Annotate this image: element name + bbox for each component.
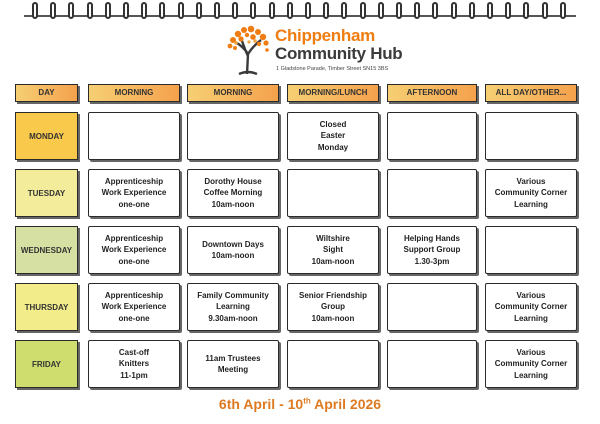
header-morning-1: MORNING (88, 84, 180, 102)
date-range-suffix: th (303, 396, 311, 406)
header-morning-2: MORNING (187, 84, 279, 102)
schedule-cell-tuesday-1: Apprenticeship Work Experience one-one (88, 169, 180, 217)
logo-address: 1 Gladstone Parade, Timber Street SN15 3BS (276, 66, 389, 72)
logo (225, 24, 425, 80)
binding-ring (123, 2, 129, 19)
binding-ring (105, 2, 111, 19)
date-range-end: April 2026 (310, 396, 382, 412)
binding-ring (560, 2, 566, 19)
binding-ring (432, 2, 438, 19)
binding-ring (323, 2, 329, 19)
schedule-cell-monday-4 (387, 112, 477, 160)
schedule-cell-tuesday-4 (387, 169, 477, 217)
header-afternoon: AFTERNOON (387, 84, 477, 102)
schedule-cell-tuesday-2: Dorothy House Coffee Morning 10am-noon (187, 169, 279, 217)
binding-ring (214, 2, 220, 19)
schedule-cell-thursday-5: Various Community Corner Learning (485, 283, 577, 331)
binding-ring (87, 2, 93, 19)
header-day: DAY (15, 84, 78, 102)
spiral-binding (24, 0, 576, 22)
tree-logo-icon (225, 24, 273, 76)
schedule-cell-tuesday-5: Various Community Corner Learning (485, 169, 577, 217)
schedule-cell-wednesday-1: Apprenticeship Work Experience one-one (88, 226, 180, 274)
day-label-tuesday: TUESDAY (15, 169, 78, 217)
schedule-cell-monday-1 (88, 112, 180, 160)
binding-ring (250, 2, 256, 19)
binding-ring (414, 2, 420, 19)
binding-ring (232, 2, 238, 19)
schedule-cell-monday-2 (187, 112, 279, 160)
binding-ring (50, 2, 56, 19)
binding-ring (32, 2, 38, 19)
schedule-cell-wednesday-5 (485, 226, 577, 274)
day-label-wednesday: WEDNESDAY (15, 226, 78, 274)
binding-ring (178, 2, 184, 19)
schedule-cell-thursday-4 (387, 283, 477, 331)
day-label-friday: FRIDAY (15, 340, 78, 388)
binding-ring (159, 2, 165, 19)
schedule-cell-thursday-1: Apprenticeship Work Experience one-one (88, 283, 180, 331)
schedule-cell-friday-4 (387, 340, 477, 388)
binding-ring (287, 2, 293, 19)
binding-ring (523, 2, 529, 19)
binding-ring (360, 2, 366, 19)
binding-ring (542, 2, 548, 19)
header-all-day: ALL DAY/OTHER... (485, 84, 577, 102)
binding-ring (396, 2, 402, 19)
schedule-cell-friday-1: Cast-off Knitters 11-1pm (88, 340, 180, 388)
binding-ring (341, 2, 347, 19)
schedule-cell-wednesday-4: Helping Hands Support Group 1.30-3pm (387, 226, 477, 274)
binding-ring (487, 2, 493, 19)
binding-ring (269, 2, 275, 19)
binding-ring (196, 2, 202, 19)
binding-ring (141, 2, 147, 19)
binding-ring (305, 2, 311, 19)
day-label-thursday: THURSDAY (15, 283, 78, 331)
day-label-monday: MONDAY (15, 112, 78, 160)
header-morning-lunch: MORNING/LUNCH (287, 84, 379, 102)
binding-ring (68, 2, 74, 19)
schedule-cell-monday-3: Closed Easter Monday (287, 112, 379, 160)
schedule-cell-thursday-3: Senior Friendship Group 10am-noon (287, 283, 379, 331)
schedule-cell-monday-5 (485, 112, 577, 160)
date-range-start: 6th April - 10 (218, 396, 304, 412)
binding-ring (469, 2, 475, 19)
binding-ring (378, 2, 384, 19)
logo-title-line2: Community Hub (275, 44, 403, 63)
binding-ring (451, 2, 457, 19)
schedule-cell-friday-2: 11am Trustees Meeting (187, 340, 279, 388)
binding-ring (505, 2, 511, 19)
schedule-cell-friday-5: Various Community Corner Learning (485, 340, 577, 388)
date-range (0, 396, 600, 412)
schedule-cell-friday-3 (287, 340, 379, 388)
schedule-cell-thursday-2: Family Community Learning 9.30am-noon (187, 283, 279, 331)
schedule-cell-tuesday-3 (287, 169, 379, 217)
schedule-cell-wednesday-2: Downtown Days 10am-noon (187, 226, 279, 274)
schedule-cell-wednesday-3: Wiltshire Sight 10am-noon (287, 226, 379, 274)
logo-title-line1: Chippenham (275, 26, 375, 45)
